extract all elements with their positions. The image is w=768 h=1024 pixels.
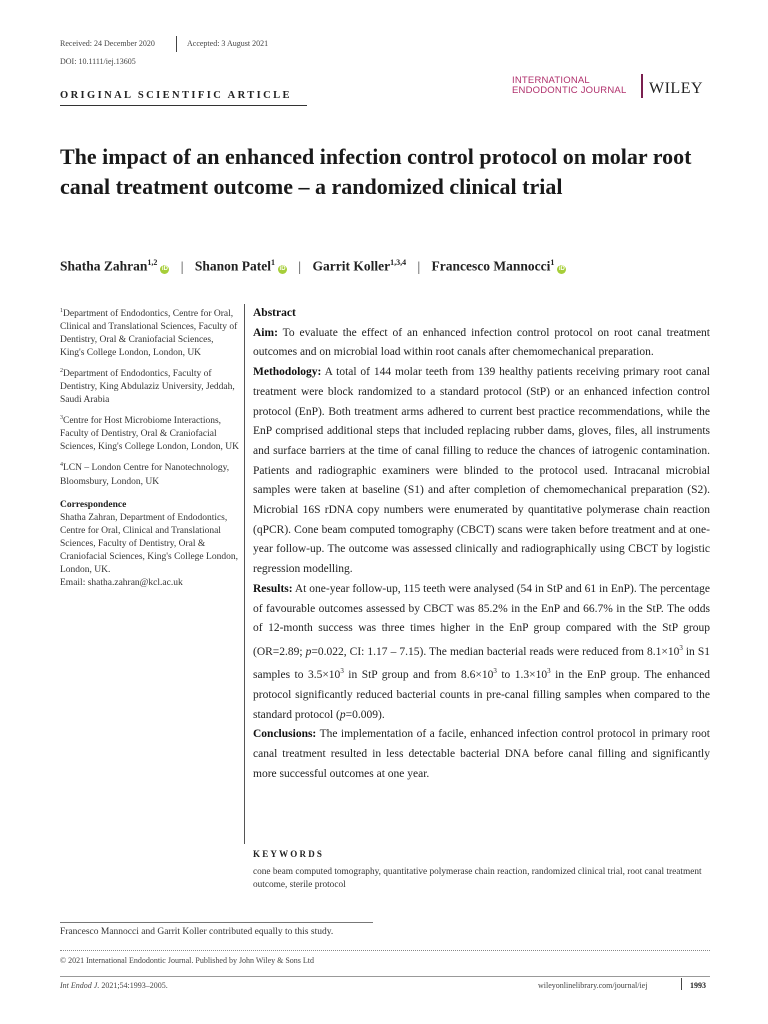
author-affiliation: 1,3,4 <box>390 258 407 267</box>
journal-logo-line1: INTERNATIONAL <box>512 75 590 86</box>
dotted-divider <box>60 950 710 951</box>
article-type: ORIGINAL SCIENTIFIC ARTICLE <box>60 90 292 101</box>
journal-citation: Int Endod J. 2021;54:1993–2005. <box>60 981 168 990</box>
affiliation-item: $^3$Centre for Host Microbiome Interactions, Faculty of Dentistry, Oral & Craniofacial Sciences, King's College London, London, UK <box>60 415 240 453</box>
page-number: 1993 <box>690 981 706 990</box>
abstract-conclusions: Conclusions: The implementation of a facile, enhanced infection control protocol in primary root canal treatment resulted in less detectable bacterial DNA before canal filling and significantly more successful outcomes at one year. <box>253 728 711 780</box>
author-list <box>60 258 566 275</box>
page-number-divider <box>681 978 682 990</box>
orcid-icon[interactable]: iD <box>558 265 565 272</box>
correspondence-text: Shatha Zahran, Department of Endodontics, Centre for Oral, Clinical and Translational Sciences, Faculty of Dentistry, Oral & Craniofacial Sciences, King's College London, London, UK. <box>60 512 238 575</box>
affiliation-item: $^4$LCN – London Centre for Nanotechnology, Bloomsbury, London, UK <box>60 462 230 487</box>
author-name[interactable]: Shanon Patel <box>194 258 272 274</box>
orcid-icon[interactable]: iD <box>279 265 286 272</box>
footnote-rule <box>60 922 373 923</box>
affiliation-item: $^1$Department of Endodontics, Centre for Oral, Clinical and Translational Sciences, Faculty of Dentistry, Oral & Craniofacial Sciences, King's College London, London, UK <box>60 308 238 359</box>
header-divider <box>176 36 177 52</box>
keywords-heading: KEYWORDS <box>253 849 325 859</box>
journal-logo <box>512 76 626 96</box>
author-name[interactable]: Francesco Mannocci <box>431 258 551 274</box>
accepted-date: Accepted: 3 August 2021 <box>187 39 269 48</box>
correspondence-heading: Correspondence <box>60 499 127 510</box>
abstract-aim: Aim: To evaluate the effect of an enhanced infection control protocol on root canal treatment outcomes and on microbial load within root canals after chemomechanical preparation. <box>253 326 710 359</box>
author-affiliation: 1 <box>271 258 276 267</box>
author-separator: | <box>180 258 184 274</box>
author-separator: | <box>298 258 302 274</box>
footer-rule <box>60 976 710 977</box>
copyright: © 2021 International Endodontic Journal. Published by John Wiley & Sons Ltd <box>60 956 315 965</box>
footnote: Francesco Mannocci and Garrit Koller contributed equally to this study. <box>60 927 334 937</box>
orcid-icon[interactable]: iD <box>161 265 168 272</box>
article-type-underline <box>60 105 307 106</box>
received-date: Received: 24 December 2020 <box>60 39 155 48</box>
author-name[interactable]: Shatha Zahran <box>60 258 148 274</box>
affiliation-item: $^2$Department of Endodontics, Faculty of Dentistry, King Abdulaziz University, Jeddah, Saudi Arabia <box>60 368 235 406</box>
publisher-logo: WILEY <box>649 80 704 97</box>
abstract-results: Results: At one-year follow-up, 115 teeth were analysed (54 in StP and 61 in EnP). The percentage of favourable outcomes assessed by CBCT was 85.2% in the EnP and 66.7% in the StP. The odds of 12-month success was three times higher in the EnP group compared with the StP group (OR=2.89; p=0.022, CI: 1.17 – 7.15). The median bacterial reads were reduced from $8.1\times 10^3$ in S1 samples to $3.5\times 10^3$ in StP group and from $8.6\times 10^3$ to $1.3\times 10^3$ in the EnP group. The enhanced protocol significantly reduced bacterial counts in pre-canal filling samples when compared to the standard protocol (p=0.009). <box>253 582 711 721</box>
doi[interactable]: DOI: 10.1111/iej.13605 <box>60 57 136 66</box>
affiliations <box>60 305 240 590</box>
abstract-rule <box>244 304 245 844</box>
author-name[interactable]: Garrit Koller <box>312 258 391 274</box>
abstract-methodology: Methodology: A total of 144 molar teeth from 139 healthy patients receiving primary root canal treatment were block randomized to a standard protocol (StP) or an enhanced infection control protocol (EnP). Both treatment arms adhered to current best practice recommendations, while the EnP comprised additional steps that included replacing rubber dams, gloves, files, all instruments and surface barriers at the time of canal filling to reduce the chances of iatrogenic contamination. Patients and radiographic examiners were blinded to the protocol used. Intracanal microbial samples were taken at baseline (S1) and after completion of chemomechanical preparation (S2). Microbial 16S rDNA copy numbers were enumerated by quantitative polymerase chain reaction (qPCR). Cone beam computed tomography (CBCT) scans were taken before treatment and at one-year follow-up. The outcome was assessed clinically and radiographically using CBCT by logistic regression modelling. <box>253 366 710 576</box>
author-separator: | <box>417 258 421 274</box>
keywords-text: cone beam computed tomography, quantitative polymerase chain reaction, randomized clinical trial, root canal treatment outcome, sterile protocol <box>253 867 702 890</box>
logo-divider <box>641 74 643 98</box>
author-affiliation: 1,2 <box>147 258 158 267</box>
abstract-heading: Abstract <box>253 307 296 319</box>
correspondence-email[interactable]: Email: shatha.zahran@kcl.ac.uk <box>60 577 183 588</box>
author-affiliation: 1 <box>550 258 555 267</box>
abstract <box>253 304 710 785</box>
journal-logo-line2: ENDODONTIC JOURNAL <box>512 85 627 96</box>
article-title: The impact of an enhanced infection control protocol on molar root canal treatment outcome – a randomized clinical trial <box>60 144 692 199</box>
journal-website-link[interactable]: wileyonlinelibrary.com/journal/iej <box>538 981 648 990</box>
